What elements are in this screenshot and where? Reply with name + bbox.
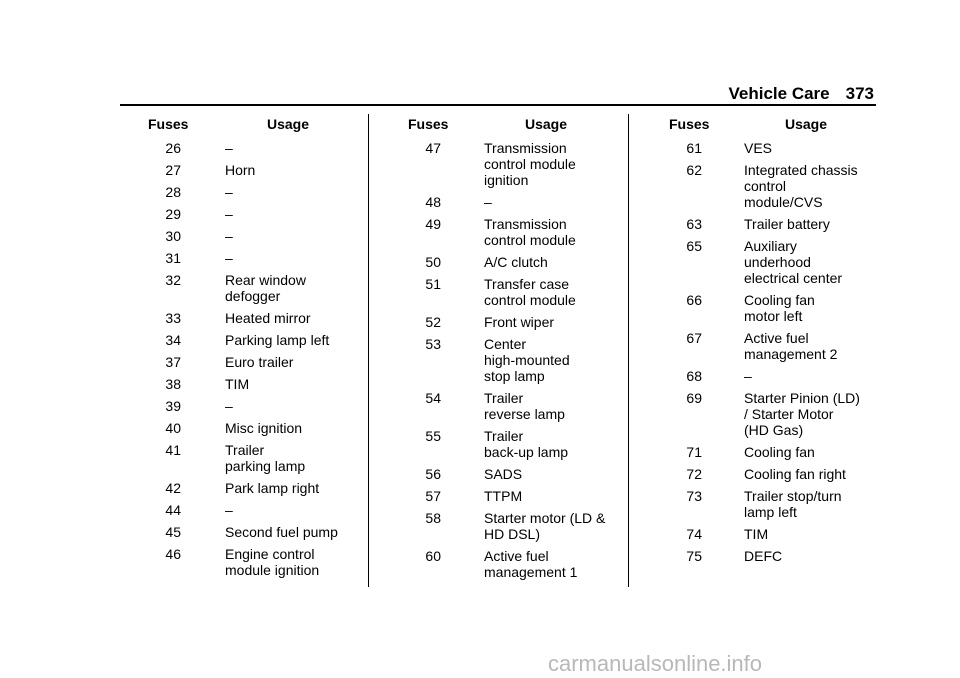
section-title: Vehicle Care: [728, 84, 830, 103]
fuse-number: 69: [686, 390, 702, 406]
fuse-number: 38: [165, 376, 181, 392]
fuse-row: [408, 140, 618, 188]
fuse-usage: [744, 216, 879, 232]
fuse-usage: [484, 510, 618, 542]
fuse-usage: [484, 276, 618, 308]
fuse-number: 42: [165, 480, 181, 496]
usage-line: Trailer: [484, 428, 524, 444]
usage-line: –: [225, 184, 233, 200]
fuse-usage: [225, 140, 358, 156]
fuse-row: [408, 276, 618, 308]
usage-line: –: [225, 206, 233, 222]
fuse-row: [408, 216, 618, 248]
usage-header: Usage: [267, 116, 310, 132]
fuse-row: [408, 488, 618, 504]
fuse-usage: [484, 216, 618, 248]
fuse-row: [669, 238, 879, 286]
usage-line: parking lamp: [225, 458, 306, 474]
column-header: [148, 116, 358, 132]
fuse-row: [408, 428, 618, 460]
fuse-usage: [744, 548, 879, 564]
usage-line: –: [225, 398, 233, 414]
fuse-number: 60: [425, 548, 441, 564]
fuse-number: 32: [165, 272, 181, 288]
fuse-number: 58: [425, 510, 441, 526]
fuse-row: [148, 250, 358, 266]
usage-line: Starter motor (LD &: [484, 510, 606, 526]
fuse-row: [148, 420, 358, 436]
usage-line: Trailer stop/turn: [744, 488, 842, 504]
fuses-header: Fuses: [408, 116, 449, 132]
fuse-rows: [408, 140, 618, 580]
fuse-number: 66: [686, 292, 702, 308]
fuse-number: 50: [425, 254, 441, 270]
fuse-usage: [225, 206, 358, 222]
fuse-usage: [225, 376, 358, 392]
usage-line: Rear window: [225, 272, 306, 288]
fuse-number: 45: [165, 524, 181, 540]
fuse-number: 71: [686, 444, 702, 460]
usage-line: Auxiliary: [744, 238, 797, 254]
watermark: carmanualsonline.info: [548, 651, 763, 676]
fuse-row: [148, 310, 358, 326]
fuse-usage: [225, 272, 358, 304]
usage-line: –: [744, 368, 752, 384]
fuse-usage: [225, 442, 358, 474]
fuses-header: Fuses: [148, 116, 189, 132]
usage-line: lamp left: [744, 504, 797, 520]
usage-line: –: [484, 194, 492, 210]
fuse-usage: [225, 162, 358, 178]
usage-line: TIM: [225, 376, 250, 392]
fuse-usage: [225, 480, 358, 496]
fuse-usage: [225, 250, 358, 266]
usage-line: Transmission: [484, 216, 567, 232]
fuse-row: [408, 314, 618, 330]
fuse-number: 53: [425, 336, 441, 352]
fuse-number: 30: [165, 228, 181, 244]
usage-line: Cooling fan: [744, 444, 815, 460]
fuse-number: 39: [165, 398, 181, 414]
fuse-number: 33: [165, 310, 181, 326]
usage-line: control: [744, 178, 787, 194]
fuse-row: [669, 162, 879, 210]
fuse-usage: [484, 548, 618, 580]
fuse-number: 49: [425, 216, 441, 232]
fuse-usage: [484, 336, 618, 384]
fuse-usage: [225, 332, 358, 348]
usage-line: HD DSL): [484, 526, 541, 542]
usage-line: Active fuel: [744, 330, 809, 346]
fuse-row: [148, 206, 358, 222]
usage-line: high-mounted: [484, 352, 570, 368]
usage-line: ignition: [484, 172, 529, 188]
usage-line: Horn: [225, 162, 256, 178]
fuse-rows: [669, 140, 879, 564]
usage-line: Park lamp right: [225, 480, 320, 496]
usage-line: underhood: [744, 254, 811, 270]
usage-line: Engine control: [225, 546, 315, 562]
fuse-column-1: [148, 116, 358, 584]
fuse-usage: [744, 140, 879, 156]
fuse-number: 67: [686, 330, 702, 346]
fuse-usage: [225, 524, 358, 540]
fuse-number: 29: [165, 206, 181, 222]
fuse-usage: [484, 428, 618, 460]
fuse-usage: [744, 368, 879, 384]
fuse-row: [669, 526, 879, 542]
fuse-row: [669, 548, 879, 564]
fuse-row: [148, 442, 358, 474]
usage-line: Trailer: [484, 390, 524, 406]
fuse-row: [669, 216, 879, 232]
fuse-number: 57: [425, 488, 441, 504]
column-divider: [368, 114, 369, 587]
fuse-usage: [744, 466, 879, 482]
usage-line: TIM: [744, 526, 769, 542]
fuse-usage: [225, 354, 358, 370]
fuse-row: [148, 480, 358, 496]
fuse-number: 34: [165, 332, 181, 348]
fuse-row: [148, 546, 358, 578]
fuse-usage: [744, 444, 879, 460]
usage-line: module ignition: [225, 562, 320, 578]
fuse-number: 56: [425, 466, 441, 482]
usage-line: –: [225, 228, 233, 244]
fuse-usage: [744, 330, 879, 362]
fuse-usage: [484, 254, 618, 270]
fuse-number: 28: [165, 184, 181, 200]
fuse-usage: [484, 194, 618, 210]
usage-line: –: [225, 140, 233, 156]
usage-line: Transmission: [484, 140, 567, 156]
fuse-row: [669, 444, 879, 460]
fuse-number: 26: [165, 140, 181, 156]
usage-line: defogger: [225, 288, 281, 304]
fuse-row: [669, 466, 879, 482]
fuse-number: 40: [165, 420, 181, 436]
usage-line: –: [225, 502, 233, 518]
usage-line: Transfer case: [484, 276, 570, 292]
fuse-usage: [484, 466, 618, 482]
fuse-usage: [484, 314, 618, 330]
fuse-row: [408, 194, 618, 210]
fuse-usage: [225, 310, 358, 326]
fuse-row: [148, 272, 358, 304]
header-text: [729, 84, 875, 104]
usage-line: control module: [484, 232, 576, 248]
fuse-column-2: [408, 116, 618, 586]
fuse-number: 47: [425, 140, 441, 156]
fuse-usage: [225, 398, 358, 414]
fuse-row: [148, 354, 358, 370]
usage-line: control module: [484, 292, 576, 308]
usage-line: Misc ignition: [225, 420, 303, 436]
fuse-number: 74: [686, 526, 702, 542]
fuse-usage: [484, 140, 618, 188]
fuse-usage: [744, 162, 879, 210]
fuse-number: 37: [165, 354, 181, 370]
fuse-row: [669, 330, 879, 362]
fuse-row: [408, 548, 618, 580]
usage-line: Heated mirror: [225, 310, 311, 326]
fuse-usage: [744, 390, 879, 438]
fuse-row: [148, 376, 358, 392]
usage-line: DEFC: [744, 548, 783, 564]
usage-line: Second fuel pump: [225, 524, 338, 540]
usage-line: Active fuel: [484, 548, 549, 564]
usage-line: stop lamp: [484, 368, 545, 384]
fuse-number: 51: [425, 276, 441, 292]
fuse-number: 55: [425, 428, 441, 444]
usage-line: SADS: [484, 466, 523, 482]
fuse-row: [408, 510, 618, 542]
fuse-row: [148, 162, 358, 178]
fuse-number: 73: [686, 488, 702, 504]
usage-line: Euro trailer: [225, 354, 294, 370]
usage-line: –: [225, 250, 233, 266]
fuse-usage: [225, 420, 358, 436]
column-header: [408, 116, 618, 132]
fuse-row: [669, 390, 879, 438]
usage-line: electrical center: [744, 270, 843, 286]
usage-line: module/CVS: [744, 194, 823, 210]
usage-header: Usage: [525, 116, 568, 132]
usage-line: Trailer battery: [744, 216, 830, 232]
fuse-row: [408, 466, 618, 482]
fuse-usage: [744, 292, 879, 324]
usage-line: Center: [484, 336, 527, 352]
fuse-number: 65: [686, 238, 702, 254]
fuse-usage: [225, 546, 358, 578]
usage-line: management 2: [744, 346, 838, 362]
usage-line: VES: [744, 140, 773, 156]
fuse-number: 72: [686, 466, 702, 482]
usage-line: TTPM: [484, 488, 523, 504]
fuse-usage: [744, 526, 879, 542]
fuse-row: [669, 292, 879, 324]
page-number: 373: [845, 84, 874, 103]
fuse-row: [148, 332, 358, 348]
fuse-number: 31: [165, 250, 181, 266]
usage-line: / Starter Motor: [744, 406, 834, 422]
fuse-number: 61: [686, 140, 702, 156]
fuse-usage: [225, 184, 358, 200]
fuse-number: 68: [686, 368, 702, 384]
fuse-usage: [225, 502, 358, 518]
usage-line: motor left: [744, 308, 803, 324]
fuse-row: [408, 254, 618, 270]
fuse-row: [669, 368, 879, 384]
fuse-number: 46: [165, 546, 181, 562]
usage-line: Cooling fan: [744, 292, 815, 308]
usage-line: (HD Gas): [744, 422, 804, 438]
fuse-number: 63: [686, 216, 702, 232]
fuse-rows: [148, 140, 358, 578]
usage-line: Cooling fan right: [744, 466, 846, 482]
fuse-usage: [744, 238, 879, 286]
page-header: [120, 84, 876, 106]
fuse-row: [408, 390, 618, 422]
column-header: [669, 116, 879, 132]
usage-line: Integrated chassis: [744, 162, 858, 178]
column-divider: [628, 114, 629, 587]
fuse-number: 52: [425, 314, 441, 330]
usage-line: reverse lamp: [484, 406, 565, 422]
usage-line: control module: [484, 156, 576, 172]
usage-line: Front wiper: [484, 314, 555, 330]
fuse-column-3: [669, 116, 879, 570]
fuse-row: [669, 488, 879, 520]
fuse-row: [148, 524, 358, 540]
fuse-number: 44: [165, 502, 181, 518]
fuse-row: [148, 398, 358, 414]
fuse-usage: [744, 488, 879, 520]
fuse-usage: [484, 390, 618, 422]
fuse-row: [148, 184, 358, 200]
fuse-number: 48: [425, 194, 441, 210]
fuse-row: [148, 140, 358, 156]
fuse-number: 41: [165, 442, 181, 458]
fuse-row: [148, 502, 358, 518]
usage-header: Usage: [785, 116, 828, 132]
usage-line: Starter Pinion (LD): [744, 390, 860, 406]
usage-line: Parking lamp left: [225, 332, 330, 348]
usage-line: Trailer: [225, 442, 265, 458]
fuse-row: [669, 140, 879, 156]
fuse-number: 62: [686, 162, 702, 178]
fuse-usage: [484, 488, 618, 504]
usage-line: management 1: [484, 564, 578, 580]
fuse-number: 75: [686, 548, 702, 564]
fuses-header: Fuses: [669, 116, 710, 132]
fuse-number: 27: [165, 162, 181, 178]
usage-line: back-up lamp: [484, 444, 569, 460]
fuse-row: [408, 336, 618, 384]
fuse-number: 54: [425, 390, 441, 406]
usage-line: A/C clutch: [484, 254, 548, 270]
fuse-row: [148, 228, 358, 244]
fuse-usage: [225, 228, 358, 244]
